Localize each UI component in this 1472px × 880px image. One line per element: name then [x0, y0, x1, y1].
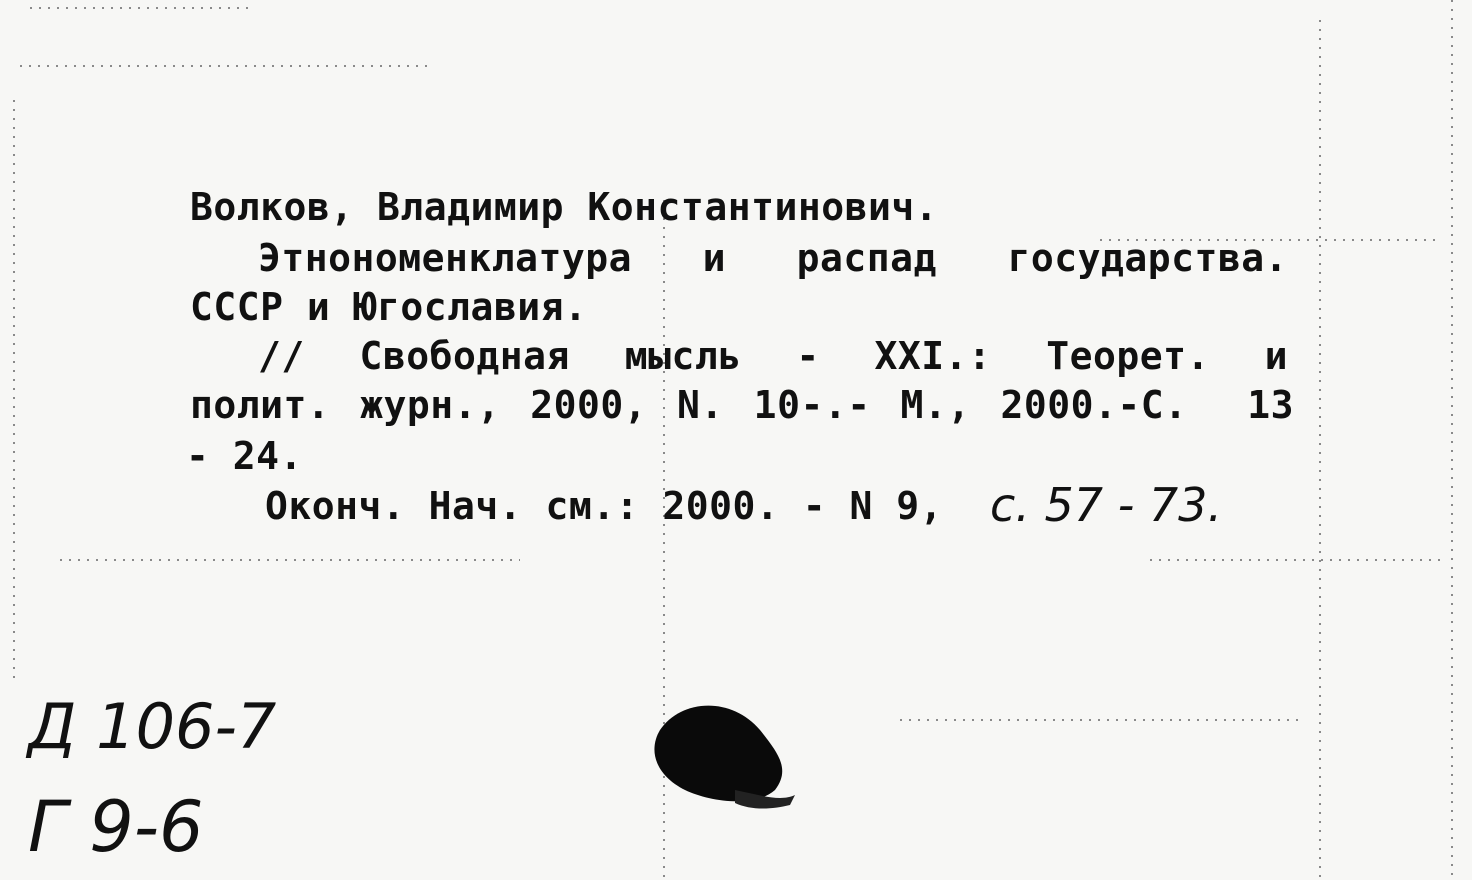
source-line-3: - 24.: [186, 434, 303, 478]
title-line-1: Этнономенклатура и распад государства.: [258, 236, 1288, 280]
author-line: Волков, Владимир Константинович.: [190, 185, 939, 229]
source-line-1: // Свободная мысль - XXI.: Теорет. и: [258, 334, 1288, 378]
shelfmark-line-1: Д 106-7: [28, 690, 277, 763]
punch-hole: [640, 690, 820, 830]
continuation-note: Оконч. Нач. см.: 2000. - N 9,: [265, 484, 943, 528]
handwritten-pages: с. 57 - 73.: [990, 478, 1223, 532]
title-line-2: СССР и Югославия.: [190, 285, 588, 329]
shelfmark-line-2: Г 9-6: [28, 786, 204, 868]
source-line-2: полит. журн., 2000, N. 10-.- М., 2000.-С. 13: [190, 383, 1294, 427]
